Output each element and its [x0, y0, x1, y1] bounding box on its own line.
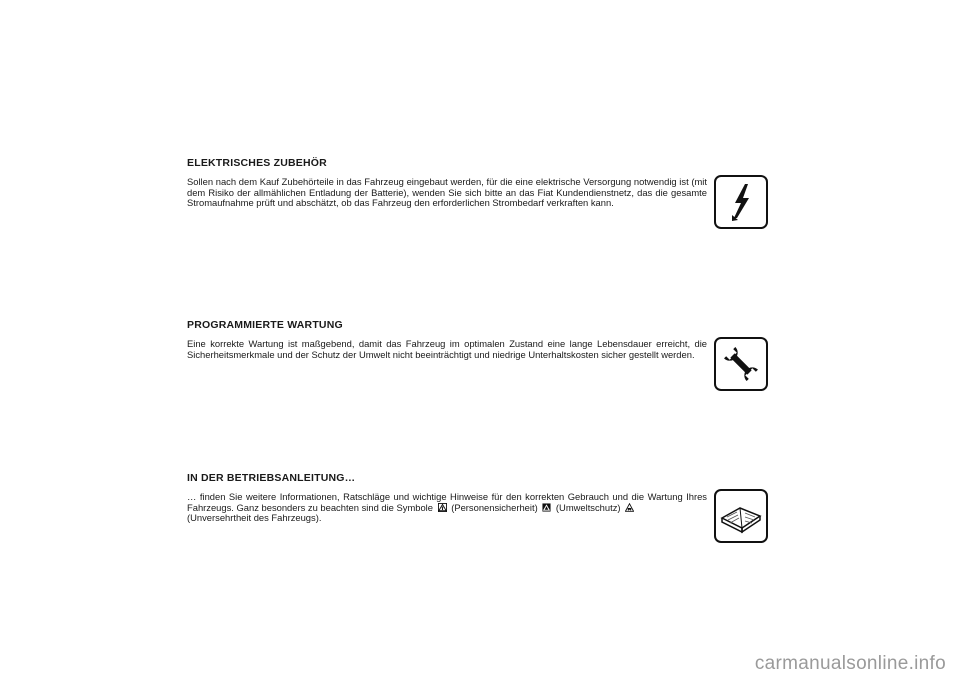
open-book-icon: [714, 489, 768, 543]
section-text: Eine korrekte Wartung ist maßgebend, damit das Fahrzeug im optimalen Zustand eine lange Lebensdauer erreicht, die Sicherheitsmerkmale und der Schutz der Umwelt nicht beeinträchtigt und niedrige Unterhaltskosten sicher gestellt werden.: [187, 338, 707, 360]
section-electrical-accessories: [187, 157, 707, 209]
environment-icon: [542, 503, 551, 512]
section-heading: IN DER BETRIEBSANLEITUNG…: [187, 472, 356, 484]
section-scheduled-maintenance: [187, 319, 707, 360]
section-heading: PROGRAMMIERTE WARTUNG: [187, 319, 343, 331]
vehicle-integrity-icon: [625, 503, 634, 512]
section-owners-manual: [187, 472, 707, 524]
watermark: carmanualsonline.info: [754, 653, 946, 674]
section-text: [187, 492, 707, 524]
text-part: (Personensicherheit): [451, 501, 538, 513]
wrench-icon: [714, 337, 768, 391]
personal-safety-icon: [438, 503, 447, 512]
text-part: (Umweltschutz): [555, 501, 621, 513]
text-part: (Unversehrtheit des Fahrzeugs).: [187, 512, 322, 524]
section-heading: ELEKTRISCHES ZUBEHÖR: [187, 157, 327, 169]
lightning-icon: [714, 175, 768, 229]
text-part: … finden Sie weitere Informationen, Ratschläge und wichtige Hinweise für den korrekten Gebrauch und die Wartung Ihres Fahrzeugs. Ganz besonders zu beachten sind die Symbole: [187, 491, 707, 513]
section-text: Sollen nach dem Kauf Zubehörteile in das Fahrzeug eingebaut werden, für die eine elektrische Versorgung notwendig ist (mit dem Risiko der allmählichen Entladung der Batterie), wenden Sie sich bitte an das Fiat Kundendienstnetz, das die gesamte Stromaufnahme prüft und abschätzt, ob das Fahrzeug den erforderlichen Strombedarf verkraften kann.: [187, 176, 707, 209]
